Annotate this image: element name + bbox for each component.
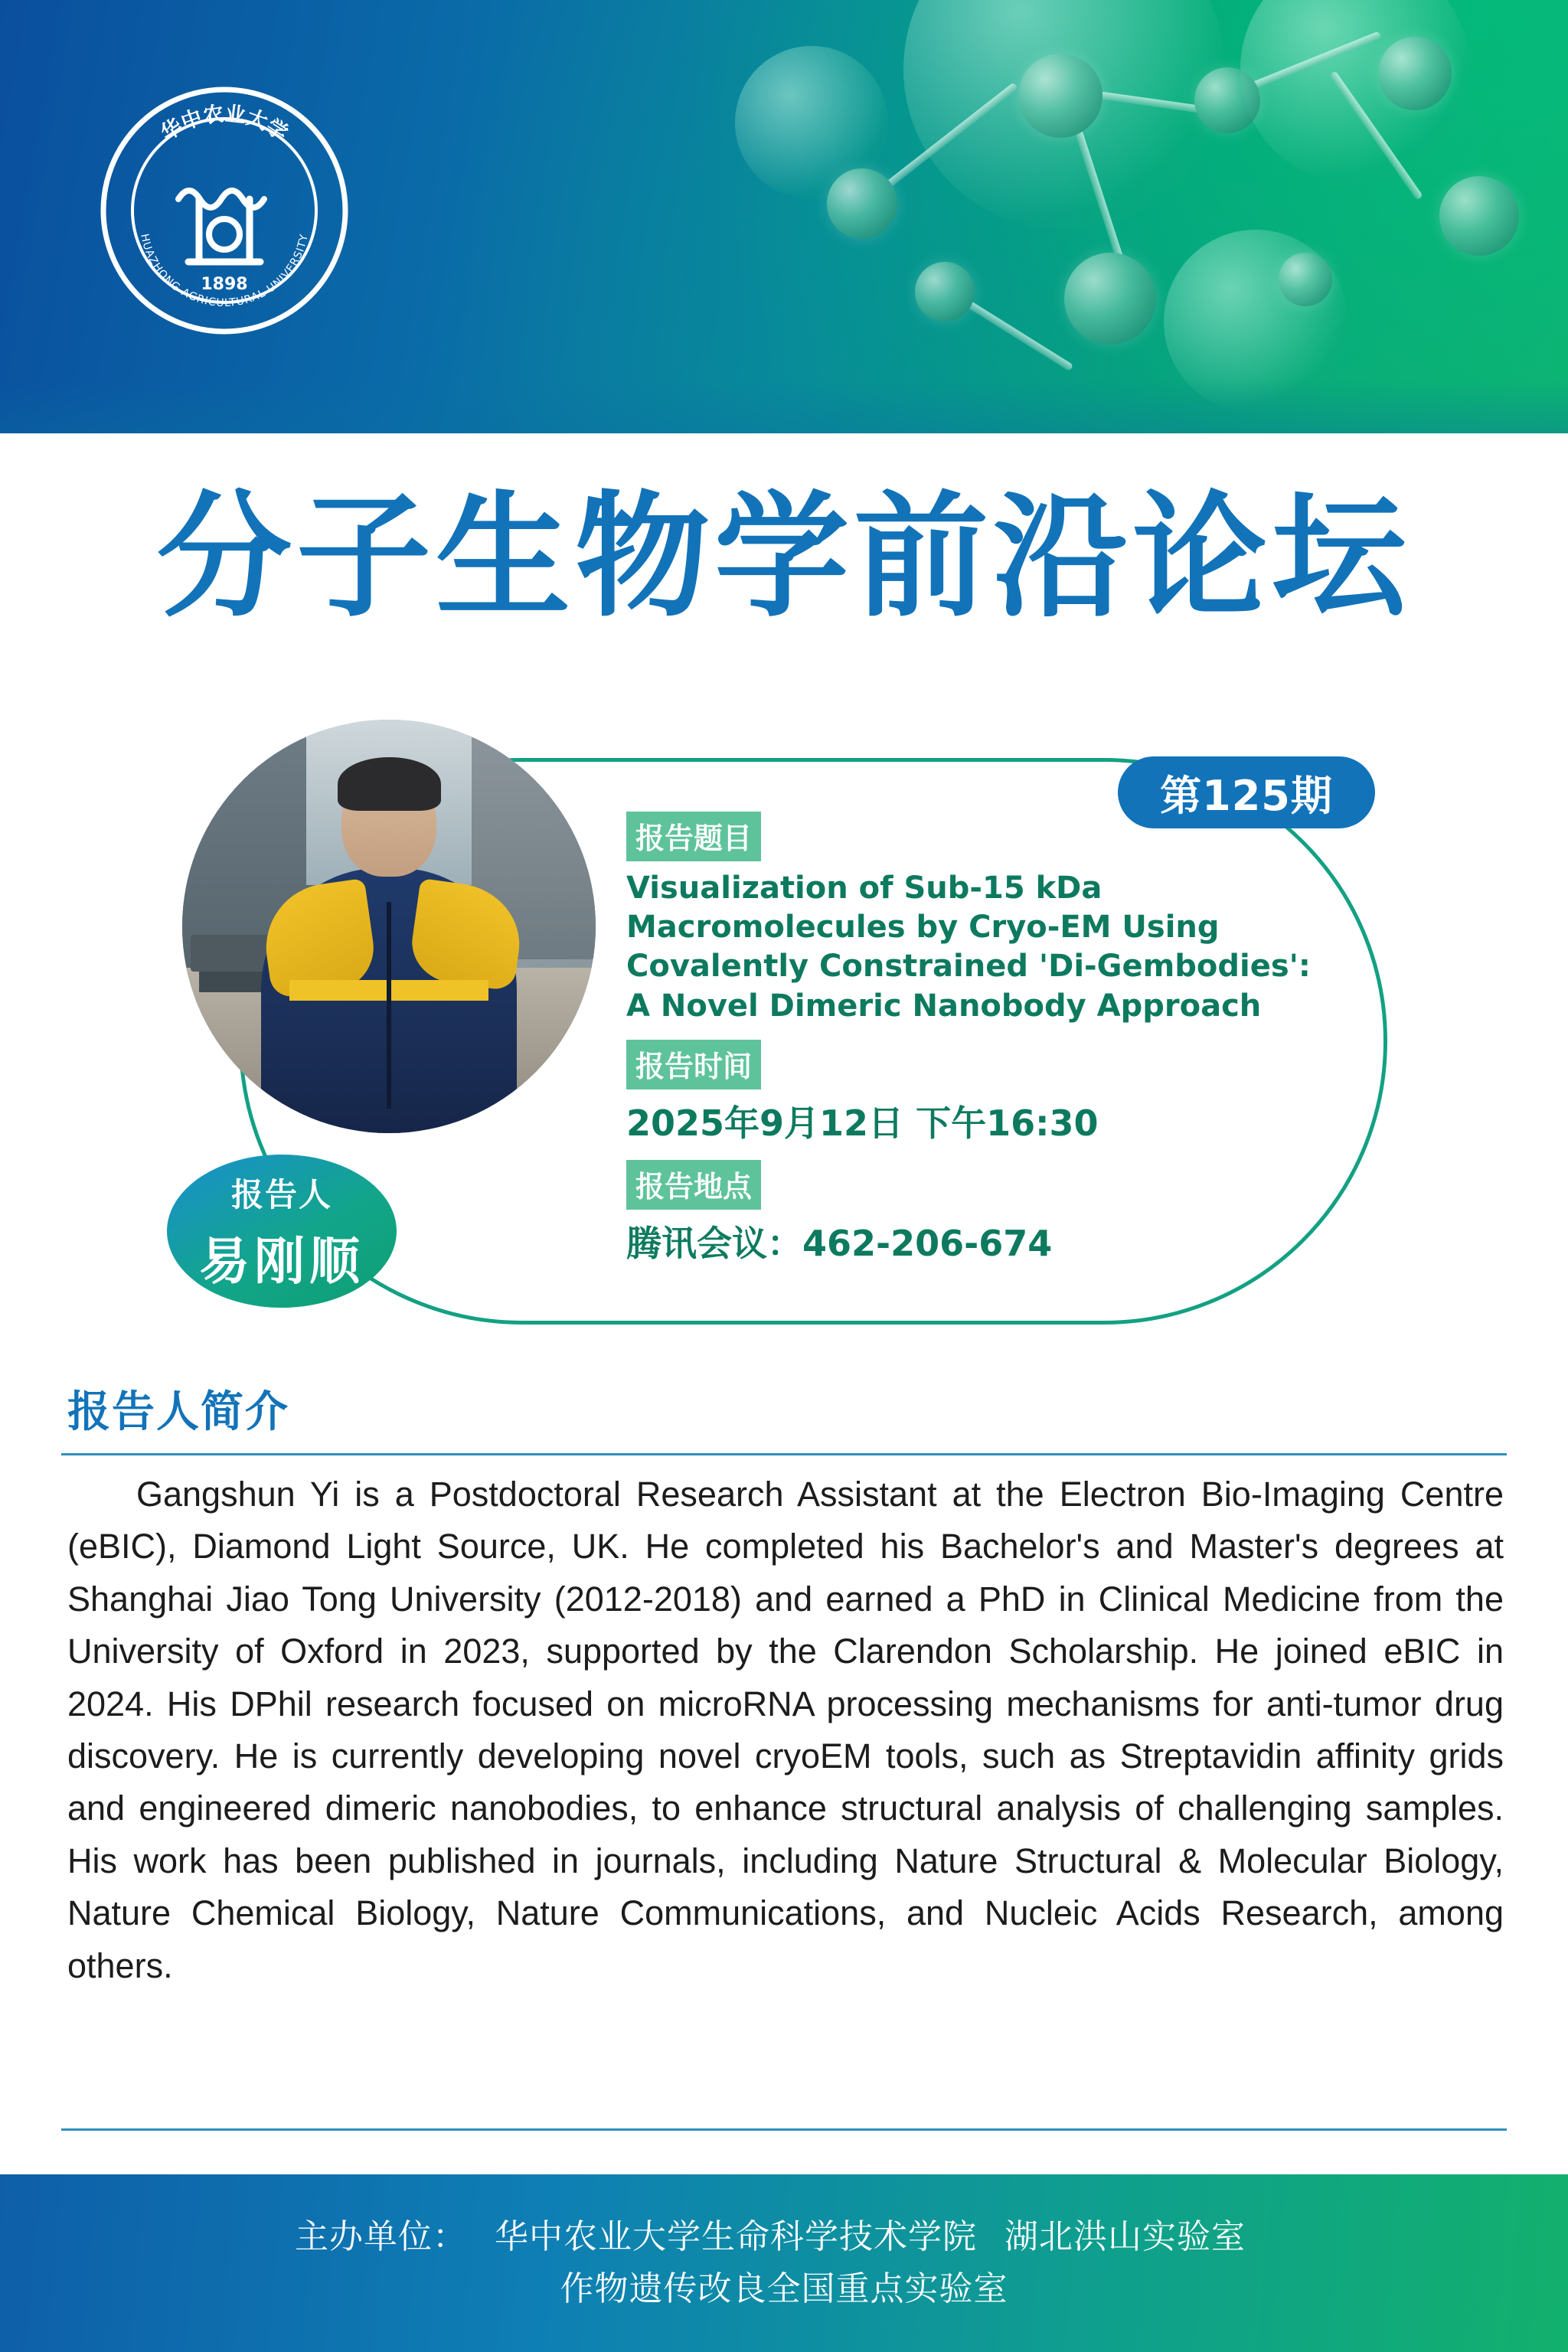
time-value: 2025年9月12日 下午16:30 xyxy=(626,1102,1099,1144)
topic-line: Covalently Constrained 'Di-Gembodies': xyxy=(626,949,1311,985)
speaker-badge xyxy=(167,1155,397,1308)
banner-fade xyxy=(0,380,1568,433)
speaker-name: 易刚顺 xyxy=(199,1231,364,1291)
footer-organizers xyxy=(0,2174,1568,2352)
bio-paragraph xyxy=(67,1468,1504,1992)
footer-org-1: 华中农业大学生命科学技术学院 xyxy=(495,2216,977,2256)
speaker-photo xyxy=(182,720,596,1133)
bio-body: Gangshun Yi is a Postdoctoral Research Assistant at the Electron Bio-Imaging Centre (eBIC), Diamond Light Source, UK. He completed his Bachelor's and Master's degrees at Shanghai Jiao Tong University (2012-2018) and earned a PhD in Clinical Medicine from the University of Oxford in 2023, supported by the Clarendon Scholarship. He joined eBIC in 2024. His DPhil research focused on microRNA processing mechanisms for anti-tumor drug discovery. He is currently developing novel cryoEM tools, such as Streptavidin affinity grids and engineered dimeric nanobodies, to enhance structural analysis of challenging samples. His work has been published in journals, including Nature Structural & Molecular Biology, Nature Chemical Biology, Nature Communications, and Nucleic Acids Research, among others. xyxy=(67,1475,1504,1985)
topic-line: A Novel Dimeric Nanobody Approach xyxy=(626,988,1262,1024)
topic-label: 报告题目 xyxy=(626,812,761,861)
footer-prefix: 主办单位： xyxy=(295,2216,467,2256)
university-logo xyxy=(98,84,351,337)
place-label: 报告地点 xyxy=(626,1160,761,1210)
topic-line: Macromolecules by Cryo-EM Using xyxy=(626,910,1220,946)
topic-value xyxy=(626,869,1361,1026)
page-title: 分子生物学前沿论坛 xyxy=(156,479,1411,635)
bio-heading: 报告人简介 xyxy=(67,1387,289,1437)
molecule-graphic xyxy=(750,23,1547,421)
svg-text:华中农业大学: 华中农业大学 xyxy=(156,102,292,146)
topic-line: Visualization of Sub-15 kDa xyxy=(626,871,1102,906)
header-banner xyxy=(0,0,1568,433)
divider-top xyxy=(61,1453,1507,1455)
divider-bottom xyxy=(61,2128,1507,2131)
footer-line-2: 作物遗传改良全国重点实验室 xyxy=(560,2269,1008,2308)
svg-text:1898: 1898 xyxy=(201,275,248,294)
time-label: 报告时间 xyxy=(626,1040,761,1089)
speaker-label: 报告人 xyxy=(230,1175,332,1214)
session-fields xyxy=(626,812,1361,1266)
footer-org-2: 湖北洪山实验室 xyxy=(1004,2216,1246,2256)
place-value: 腾讯会议：462-206-674 xyxy=(626,1222,1053,1264)
issue-badge: 第125期 xyxy=(1118,756,1375,828)
footer-line-1 xyxy=(295,2211,1273,2263)
svg-text:HUAZHONG AGRICULTURAL UNIVERSI: HUAZHONG AGRICULTURAL UNIVERSITY xyxy=(138,233,311,310)
